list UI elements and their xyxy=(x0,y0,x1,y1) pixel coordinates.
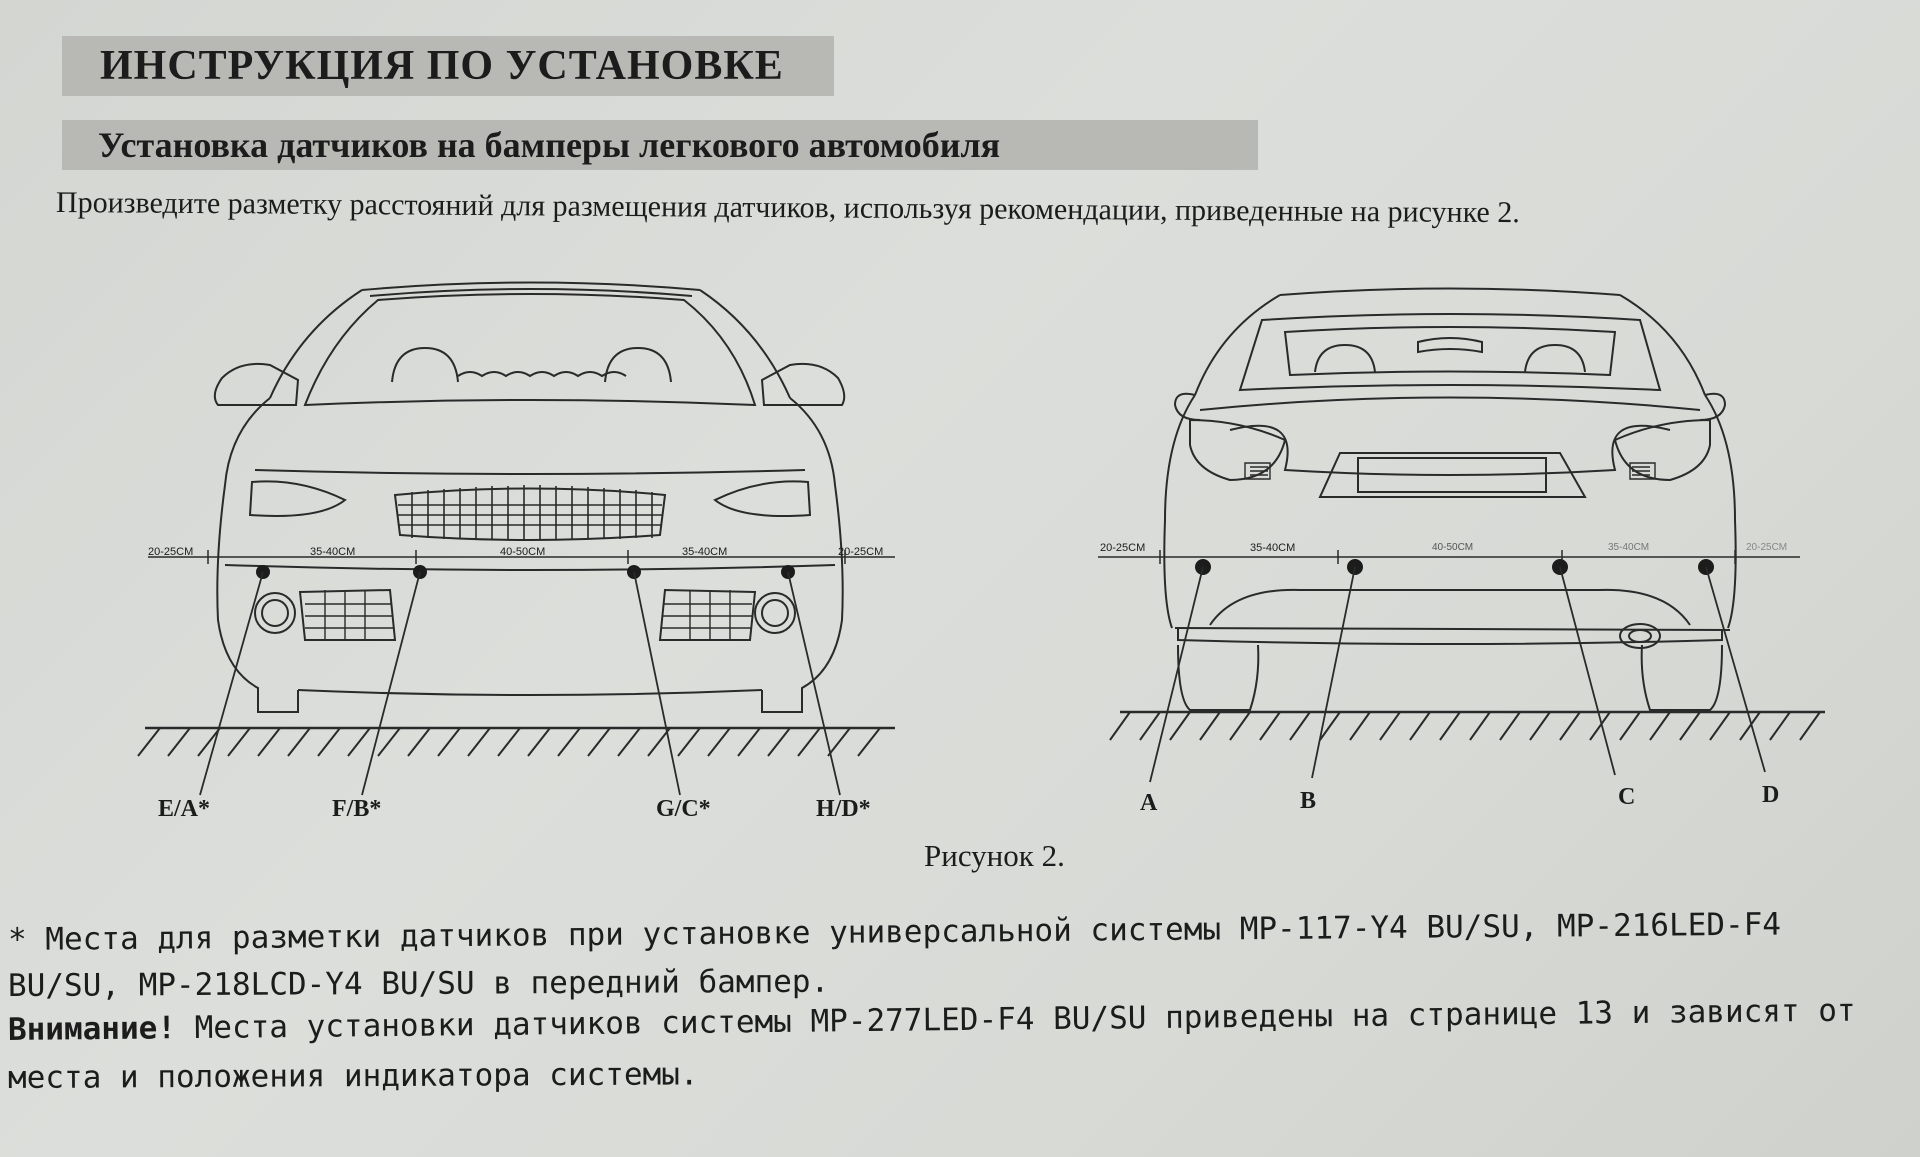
section-title: ИНСТРУКЦИЯ ПО УСТАНОВКЕ xyxy=(62,36,834,96)
front-dim-4: 35-40CM xyxy=(682,546,728,558)
note-line-1: * Места для разметки датчиков при установке универсальной системы MP-117-Y4 BU/SU, MP-216LED-F4 xyxy=(7,906,1782,958)
section-subtitle: Установка датчиков на бамперы легкового автомобиля xyxy=(62,120,1258,170)
front-car-drawing xyxy=(138,283,895,796)
rear-car-drawing xyxy=(1098,289,1825,783)
rear-label-c: C xyxy=(1618,784,1636,810)
front-label-ea: E/A* xyxy=(158,796,211,822)
warning-label: Внимание! xyxy=(7,1010,177,1048)
front-label-fb: F/B* xyxy=(332,796,382,822)
front-dim-3: 40-50CM xyxy=(500,546,546,558)
rear-dim-3: 40-50CM xyxy=(1432,542,1474,553)
rear-dim-4: 35-40CM xyxy=(1608,542,1650,553)
rear-dim-5: 20-25CM xyxy=(1746,542,1788,553)
front-label-gc: G/C* xyxy=(656,796,711,822)
front-dim-5: 20-25CM xyxy=(838,546,884,558)
front-dim-1: 20-25CM xyxy=(148,546,194,558)
front-dim-2: 35-40CM xyxy=(310,546,356,558)
figure-caption: Рисунок 2. xyxy=(924,838,1065,873)
note-line-2: BU/SU, MP-218LCD-Y4 BU/SU в передний бампер. xyxy=(7,963,830,1004)
note-line-4: места и положения индикатора системы. xyxy=(7,1056,699,1096)
intro-paragraph: Произведите разметку расстояний для размещения датчиков, используя рекомендации, приведенные на рисунке 2. xyxy=(55,186,1520,230)
front-label-hd: H/D* xyxy=(816,796,871,822)
rear-dim-1: 20-25CM xyxy=(1100,542,1146,554)
warning-text: Места установки датчиков системы MP-277LED-F4 BU/SU приведены на странице 13 и зависят от xyxy=(175,992,1856,1047)
rear-label-d: D xyxy=(1762,782,1780,808)
rear-dim-2: 35-40CM xyxy=(1250,542,1296,554)
rear-label-a: A xyxy=(1140,790,1158,816)
rear-label-b: B xyxy=(1300,788,1317,814)
